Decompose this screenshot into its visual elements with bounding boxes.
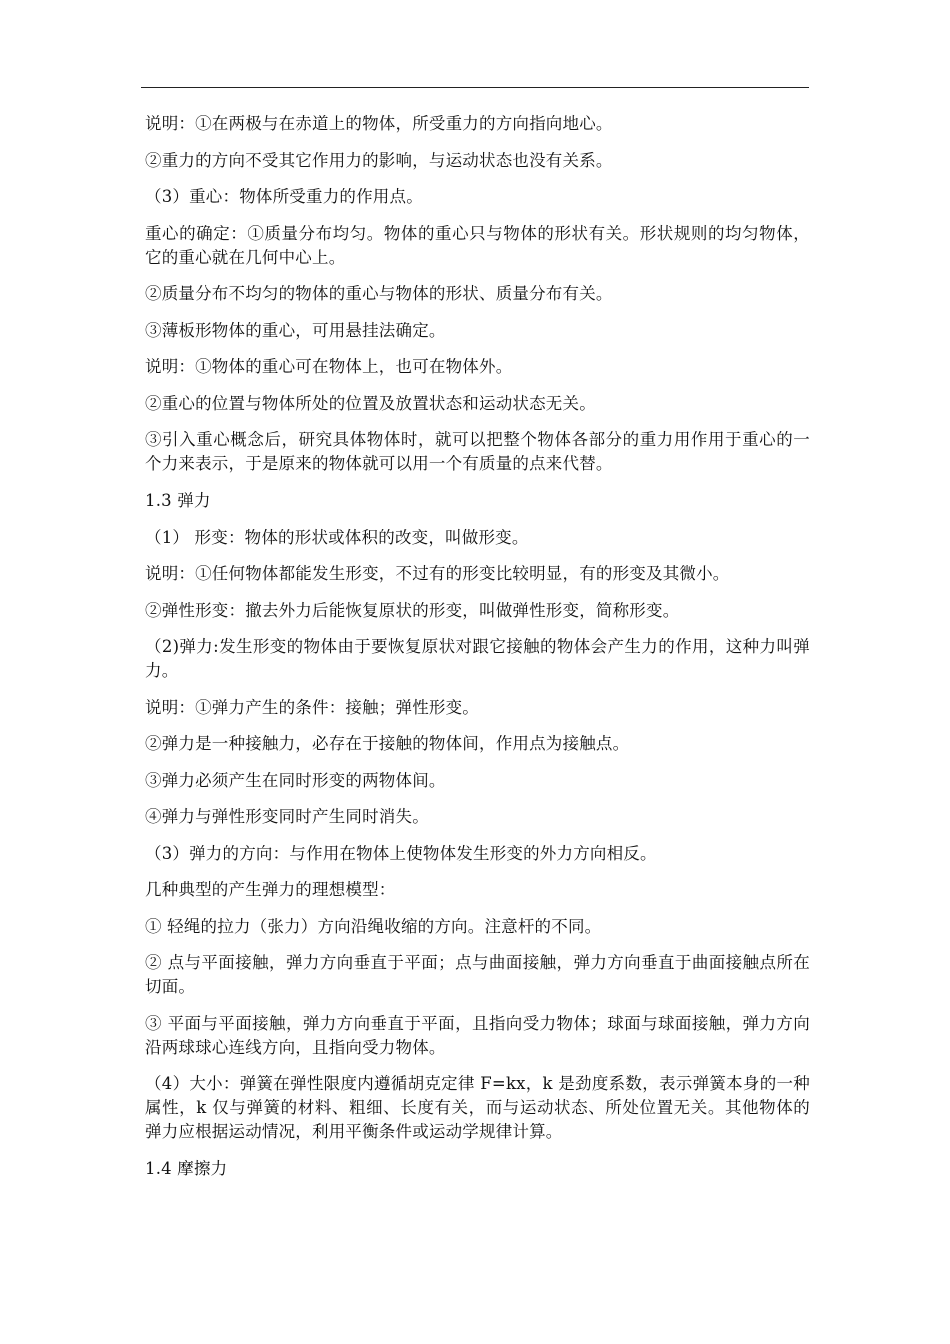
- section-heading: 1.4 摩擦力: [145, 1158, 228, 1178]
- paragraph: （4）大小：弹簧在弹性限度内遵循胡克定律 F=kx，k 是劲度系数，表示弹簧本身的一种属性，k 仅与弹簧的材料、粗细、长度有关，而与运动状态、所处位置无关。其他物体的弹力应根据运动情况，利用平衡条件或运动学规律计算。: [145, 1074, 810, 1141]
- paragraph: ③引入重心概念后，研究具体物体时，就可以把整个物体各部分的重力用作用于重心的一个力来表示，于是原来的物体就可以用一个有质量的点来代替。: [145, 430, 810, 473]
- paragraph: ②质量分布不均匀的物体的重心与物体的形状、质量分布有关。: [145, 284, 613, 303]
- section-heading: 1.3 弹力: [145, 490, 211, 510]
- document-body: [145, 112, 810, 1194]
- paragraph: 说明：①在两极与在赤道上的物体，所受重力的方向指向地心。: [145, 114, 613, 133]
- paragraph: ③弹力必须产生在同时形变的两物体间。: [145, 770, 446, 790]
- paragraph: ① 轻绳的拉力（张力）方向沿绳收缩的方向。注意杆的不同。: [145, 916, 602, 936]
- paragraph: 说明：①物体的重心可在物体上，也可在物体外。: [145, 357, 513, 376]
- paragraph: ② 点与平面接触，弹力方向垂直于平面；点与曲面接触，弹力方向垂直于曲面接触点所在切面。: [145, 953, 810, 996]
- paragraph: ②重心的位置与物体所处的位置及放置状态和运动状态无关。: [145, 393, 596, 413]
- paragraph: ④弹力与弹性形变同时产生同时消失。: [145, 807, 429, 826]
- paragraph: 说明：①任何物体都能发生形变，不过有的形变比较明显，有的形变及其微小。: [145, 564, 730, 583]
- paragraph: ②弹性形变：撤去外力后能恢复原状的形变，叫做弹性形变，简称形变。: [145, 600, 680, 620]
- paragraph: ②弹力是一种接触力，必存在于接触的物体间，作用点为接触点。: [145, 734, 630, 753]
- header-rule: [141, 87, 809, 88]
- paragraph: ③ 平面与平面接触，弹力方向垂直于平面，且指向受力物体；球面与球面接触，弹力方向沿两球球心连线方向，且指向受力物体。: [145, 1013, 810, 1057]
- paragraph: 重心的确定：①质量分布均匀。物体的重心只与物体的形状有关。形状规则的均匀物体，它的重心就在几何中心上。: [145, 223, 810, 267]
- paragraph: （2)弹力:发生形变的物体由于要恢复原状对跟它接触的物体会产生力的作用，这种力叫弹力。: [145, 637, 810, 680]
- paragraph: 说明：①弹力产生的条件：接触；弹性形变。: [145, 697, 479, 717]
- paragraph: ③薄板形物体的重心，可用悬挂法确定。: [145, 320, 446, 340]
- paragraph: （3）重心：物体所受重力的作用点。: [145, 187, 423, 206]
- paragraph: （3）弹力的方向：与作用在物体上使物体发生形变的外力方向相反。: [145, 843, 657, 863]
- paragraph: （1） 形变：物体的形状或体积的改变，叫做形变。: [145, 527, 529, 547]
- paragraph: 几种典型的产生弹力的理想模型：: [145, 880, 396, 899]
- paragraph: ②重力的方向不受其它作用力的影响，与运动状态也没有关系。: [145, 150, 613, 170]
